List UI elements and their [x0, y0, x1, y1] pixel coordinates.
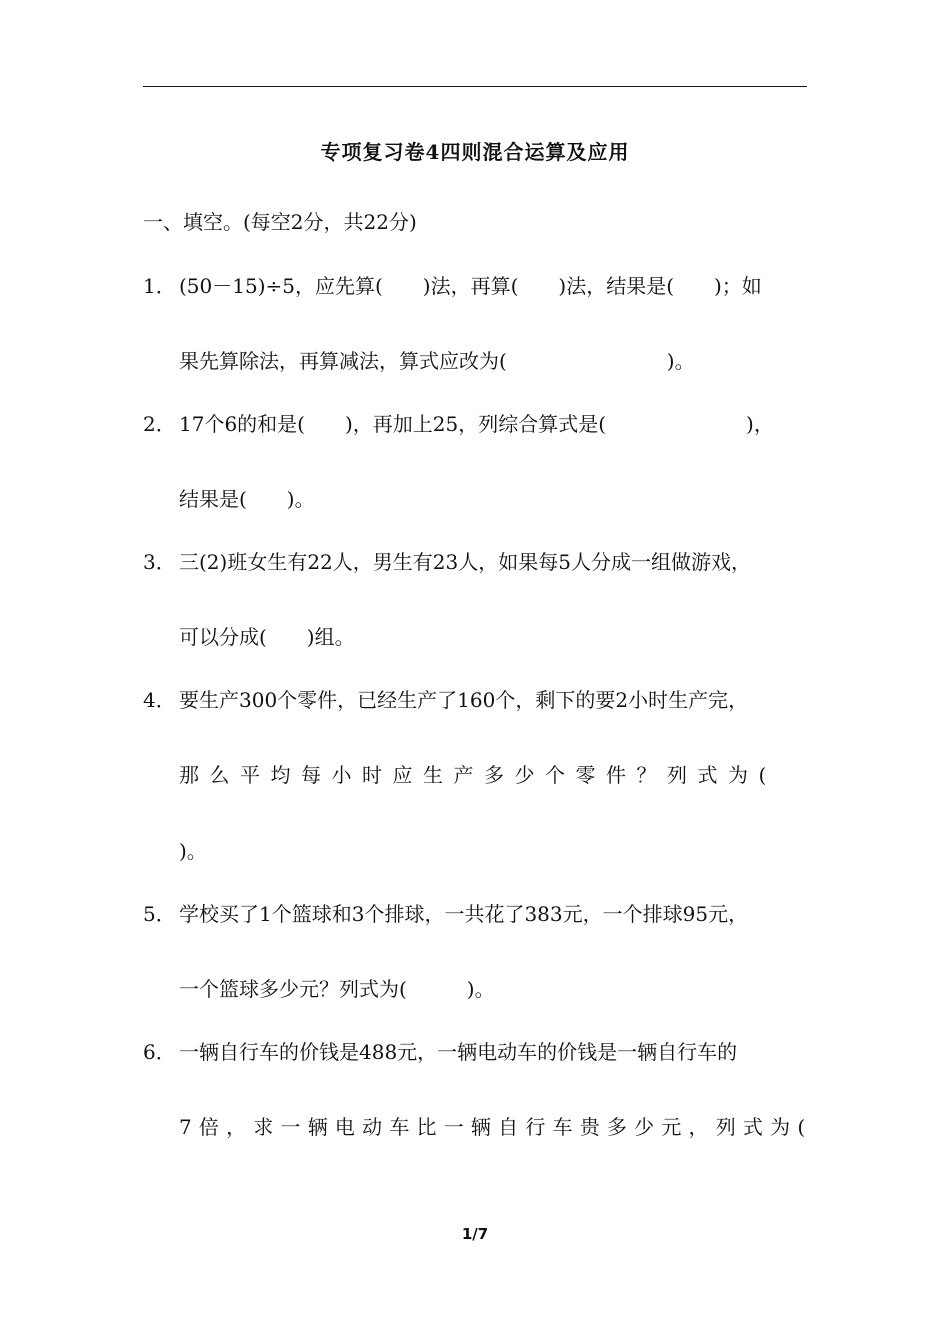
- question-text: 一辆自行车的价钱是488元，一辆电动车的价钱是一辆自行车的: [179, 1040, 738, 1064]
- question-text: 学校买了1个篮球和3个排球，一共花了383元，一个排球95元，: [179, 902, 749, 926]
- question-5: [143, 901, 748, 927]
- question-3: [143, 549, 751, 575]
- question-number: 2．: [143, 412, 176, 436]
- question-6-continuation: 7倍，求一辆电动车比一辆自行车贵多少元，列式为(: [179, 1115, 813, 1139]
- question-number: 6．: [143, 1040, 176, 1064]
- question-4: [143, 687, 748, 713]
- question-3-continuation: 可以分成( )组。: [179, 625, 355, 649]
- header-rule: [143, 86, 807, 87]
- question-2-continuation: 结果是( )。: [179, 487, 315, 511]
- question-1: [143, 273, 762, 299]
- question-6: [143, 1039, 737, 1065]
- question-1-continuation: 果先算除法，再算减法，算式应改为( )。: [179, 349, 695, 373]
- question-number: 4．: [143, 688, 176, 712]
- page-number: 1/7: [461, 1225, 489, 1243]
- question-text: 三(2)班女生有22人，男生有23人，如果每5人分成一组做游戏，: [179, 550, 751, 574]
- question-number: 1．: [143, 274, 176, 298]
- question-text: 要生产300个零件，已经生产了160个，剩下的要2小时生产完，: [179, 688, 749, 712]
- question-2: [143, 411, 774, 437]
- question-text: 17个6的和是( )，再加上25，列综合算式是( )，: [179, 412, 774, 436]
- question-4-continuation: 那么平均每小时应生产多少个零件？列式为(: [179, 763, 777, 787]
- question-number: 3．: [143, 550, 176, 574]
- question-text: (50－15)÷5，应先算( )法，再算( )法，结果是( )；如: [179, 274, 762, 298]
- page-title: 专项复习卷4四则混合运算及应用: [320, 140, 630, 164]
- question-5-continuation: 一个篮球多少元？列式为( )。: [179, 977, 495, 1001]
- question-number: 5．: [143, 902, 176, 926]
- section-heading: 一、填空。(每空2分，共22分): [143, 210, 417, 234]
- question-4-continuation-2: )。: [179, 839, 207, 863]
